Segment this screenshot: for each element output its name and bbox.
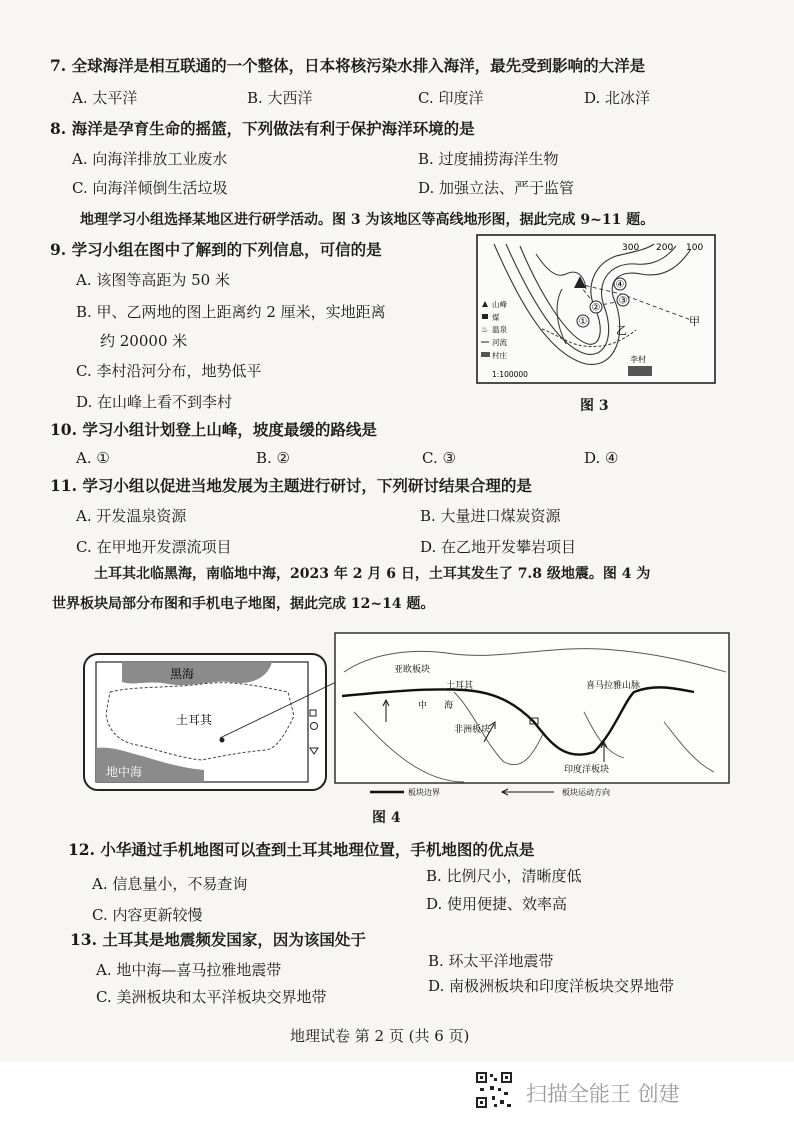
q11-option-a: A. 开发温泉资源 (76, 507, 187, 525)
q7-option-b: B. 大西洋 (247, 89, 313, 107)
q13-option-d: D. 南极洲板块和印度洋板块交界地带 (428, 977, 675, 995)
phone-label-black-sea: 黑海 (170, 667, 195, 681)
contour-100-label: 100 (686, 243, 704, 253)
q9-option-b: B. 甲、乙两地的图上距离约 2 厘米，实地距离 (76, 303, 386, 321)
q12-option-b: B. 比例尺小，清晰度低 (426, 867, 582, 885)
route-3-label: ③ (618, 295, 628, 307)
q12-option-d: D. 使用便捷、效率高 (426, 895, 568, 913)
map-label-african-plate: 非洲板块 (454, 725, 491, 735)
legend-plate-boundary: 板块边界 (408, 788, 440, 797)
legend-peak: 山峰 (492, 300, 507, 309)
section-intro-12-14-line1: 土耳其北临黑海，南临地中海，2023 年 2 月 6 日，土耳其发生了 7.8 级地震。图 4 为 (94, 566, 651, 582)
figure-4-caption: 图 4 (372, 810, 401, 826)
phone-label-turkey: 土耳其 (176, 713, 213, 727)
section-intro-9-11: 地理学习小组选择某地区进行研学活动。图 3 为该地区等高线地形图，据此完成 9~11 题。 (80, 212, 655, 228)
q7-option-c: C. 印度洋 (418, 89, 484, 107)
q13-option-c: C. 美洲板块和太平洋板块交界地带 (96, 988, 327, 1006)
scanner-brand-text: 扫描全能王 创建 (526, 1082, 680, 1106)
contour-300-label: 300 (622, 243, 640, 253)
phone-label-mediterranean: 地中海 (106, 765, 143, 779)
question-11-stem: 11. 学习小组以促进当地发展为主题进行研讨，下列研讨结果合理的是 (50, 476, 532, 495)
map-label-himalaya: 喜马拉雅山脉 (586, 681, 641, 691)
q11-option-d: D. 在乙地开发攀岩项目 (420, 538, 577, 556)
village-li-icon (628, 366, 652, 376)
page-footer: 地理试卷 第 2 页 (共 6 页) (290, 1027, 470, 1045)
q12-option-a: A. 信息量小，不易查询 (92, 875, 248, 893)
q8-option-d: D. 加强立法、严于监管 (418, 179, 575, 197)
map-label-eurasian-plate: 亚欧板块 (394, 665, 431, 675)
svg-text:♨: ♨ (481, 325, 489, 334)
qr-code-icon (474, 1070, 514, 1110)
section-intro-12-14-line2: 世界板块局部分布图和手机电子地图，据此完成 12~14 题。 (52, 596, 435, 612)
route-4-label: ④ (615, 279, 625, 291)
q13-option-a: A. 地中海—喜马拉雅地震带 (96, 961, 282, 979)
q9-option-c: C. 李村沿河分布，地势低平 (76, 362, 262, 380)
q8-option-b: B. 过度捕捞海洋生物 (418, 150, 559, 168)
figure-4-plate-map (334, 632, 730, 802)
q11-option-b: B. 大量进口煤炭资源 (420, 507, 561, 525)
figure-3-contour-map (476, 234, 716, 384)
q10-option-c: C. ③ (422, 449, 456, 467)
q8-option-c: C. 向海洋倾倒生活垃圾 (72, 179, 228, 197)
map-label-indian-plate: 印度洋板块 (564, 765, 610, 775)
scanner-watermark (470, 1064, 794, 1124)
q8-option-a: A. 向海洋排放工业废水 (72, 150, 228, 168)
question-13-stem: 13. 土耳其是地震频发国家，因为该国处于 (70, 930, 366, 949)
legend-village: 村庄 (492, 351, 507, 360)
q11-option-c: C. 在甲地开发漂流项目 (76, 538, 232, 556)
legend-coal: 煤 (492, 313, 500, 322)
route-2-label: ② (591, 302, 601, 314)
legend-spring: 温泉 (492, 325, 507, 334)
q10-option-d: D. ④ (584, 449, 619, 467)
q10-option-a: A. ① (76, 449, 110, 467)
map-scale: 1:100000 (492, 370, 528, 379)
map-label-turkey: 土耳其 (446, 681, 474, 691)
route-1-label: ① (578, 316, 588, 328)
figure-3-caption: 图 3 (580, 398, 609, 414)
q9-option-b-cont: 约 20000 米 (100, 332, 188, 350)
map-label-med-1: 中 (418, 701, 428, 711)
question-9-stem: 9. 学习小组在图中了解到的下列信息，可信的是 (50, 240, 382, 259)
q9-option-a: A. 该图等高距为 50 米 (76, 271, 230, 289)
q7-option-a: A. 太平洋 (72, 89, 138, 107)
figure-4-connector (220, 680, 340, 740)
question-8-stem: 8. 海洋是孕育生命的摇篮，下列做法有利于保护海洋环境的是 (50, 119, 475, 138)
question-12-stem: 12. 小华通过手机地图可以查到土耳其地理位置，手机地图的优点是 (68, 840, 535, 859)
q10-option-b: B. ② (256, 449, 291, 467)
map-label-med-2: 海 (444, 701, 454, 711)
legend-plate-motion: 板块运动方向 (562, 788, 610, 797)
village-li-label: 李村 (630, 355, 646, 364)
question-10-stem: 10. 学习小组计划登上山峰，坡度最缓的路线是 (50, 420, 377, 439)
q13-option-b: B. 环太平洋地震带 (428, 952, 554, 970)
contour-200-label: 200 (656, 243, 674, 253)
place-yi-label: 乙 (616, 324, 627, 337)
place-jia-label: 甲 (689, 315, 700, 328)
question-7-stem: 7. 全球海洋是相互联通的一个整体，日本将核污染水排入海洋，最先受到影响的大洋是 (50, 56, 646, 75)
q7-option-d: D. 北冰洋 (584, 89, 651, 107)
q9-option-d: D. 在山峰上看不到李村 (76, 393, 233, 411)
q12-option-c: C. 内容更新较慢 (92, 906, 203, 924)
legend-river: 河流 (492, 338, 507, 347)
